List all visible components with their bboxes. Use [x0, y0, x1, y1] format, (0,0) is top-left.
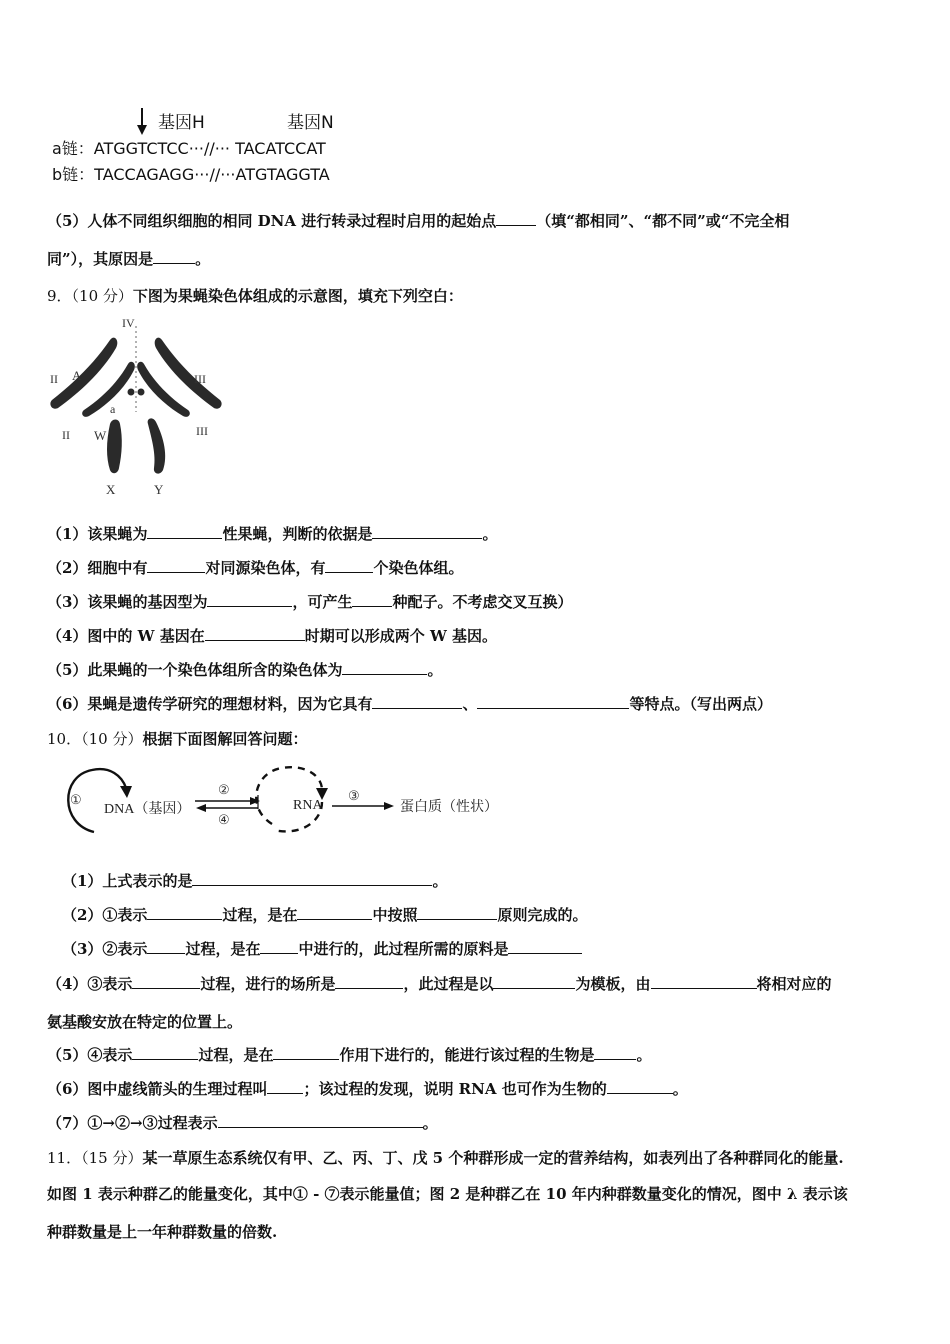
- q9-p3: （3）该果蝇的基因型为 ，可产生 种配子。不考虑交叉互换）: [47, 593, 573, 611]
- answer-blank[interactable]: [267, 1079, 303, 1094]
- q9-p5: （5）此果蝇的一个染色体组所含的染色体为 。: [47, 661, 443, 679]
- answer-blank[interactable]: [132, 974, 200, 989]
- answer-blank[interactable]: [147, 905, 222, 920]
- q11-heading: 11．（15 分）某一草原生态系统仅有甲、乙、丙、丁、戊 5 个种群形成一定的营养结构，如表列出了各种群同化的能量.: [47, 1149, 844, 1167]
- answer-blank[interactable]: [147, 939, 185, 954]
- central-dogma-diagram: [60, 762, 520, 840]
- strand-a: a链：ATGGTCTCC···//··· TACATCCAT: [52, 139, 326, 158]
- q10-p6: （6）图中虚线箭头的生理过程叫 ；该过程的发现，说明 RNA 也可作为生物的 。: [47, 1080, 688, 1098]
- label-dna-gene: DNA（基因）: [104, 802, 191, 817]
- label-y: Y: [154, 482, 164, 497]
- q10-p4: （4）③表示 过程，进行的场所是 ，此过程是以 为模板，由 将相对应的: [47, 975, 832, 993]
- label-x: X: [106, 482, 116, 497]
- q9-p4: （4）图中的 W 基因在 时期可以形成两个 W 基因。: [47, 627, 498, 645]
- answer-blank[interactable]: [147, 558, 205, 573]
- q9-p2: （2）细胞中有 对同源染色体，有 个染色体组。: [47, 559, 464, 577]
- q10-p3: （3）②表示 过程，是在 中进行的，此过程所需的原料是: [62, 939, 582, 959]
- answer-blank[interactable]: [651, 974, 757, 989]
- answer-blank[interactable]: [372, 524, 482, 539]
- label-a-lower: a: [110, 402, 116, 416]
- answer-blank[interactable]: [147, 524, 222, 539]
- q10-heading: 10．（10 分）根据下面图解回答问题：: [47, 730, 308, 748]
- q10-p2: （2）①表示 过程，是在 中按照 原则完成的。: [62, 906, 588, 924]
- strand-b: b链：TACCAGAGG···//···ATGTAGGTA: [52, 165, 330, 184]
- answer-blank[interactable]: [477, 694, 629, 709]
- q9-p1: （1）该果蝇为 性果蝇，判断的依据是 。: [47, 525, 498, 543]
- label-arrow3: ③: [348, 788, 360, 803]
- answer-blank[interactable]: [493, 974, 575, 989]
- answer-blank[interactable]: [207, 592, 292, 607]
- q10-p1: （1）上式表示的是 。: [62, 872, 448, 890]
- q11-line3: 种群数量是上一年种群数量的倍数.: [47, 1223, 278, 1241]
- answer-blank[interactable]: [607, 1079, 673, 1094]
- label-arrow4: ④: [218, 812, 230, 827]
- answer-blank[interactable]: [132, 1045, 198, 1060]
- q8-part5-line2: 同”），其原因是 。: [47, 250, 211, 268]
- label-rna: RNA: [293, 798, 323, 813]
- answer-blank[interactable]: [417, 905, 497, 920]
- answer-blank[interactable]: [153, 249, 195, 264]
- q10-p5: （5）④表示 过程，是在 作用下进行的，能进行该过程的生物是 。: [47, 1046, 652, 1064]
- answer-blank[interactable]: [273, 1045, 339, 1060]
- label-w: W: [94, 428, 107, 443]
- answer-blank[interactable]: [342, 660, 427, 675]
- gene-n-label: 基因N: [287, 113, 334, 133]
- q9-p6: （6）果蝇是遗传学研究的理想材料，因为它具有 、 等特点。（写出两点）: [47, 695, 772, 713]
- answer-blank[interactable]: [496, 211, 536, 226]
- answer-blank[interactable]: [372, 694, 462, 709]
- q9-heading: 9．（10 分）下图为果蝇染色体组成的示意图，填充下列空白：: [47, 287, 463, 305]
- answer-blank[interactable]: [260, 939, 298, 954]
- label-ii-top: II: [50, 372, 58, 386]
- answer-blank[interactable]: [325, 558, 373, 573]
- answer-blank[interactable]: [508, 939, 582, 954]
- chromosome-figure: [40, 312, 230, 502]
- label-circle1: ①: [70, 792, 82, 807]
- q10-p7: （7）①→②→③过程表示 。: [47, 1114, 438, 1132]
- label-ii-bottom: II: [62, 428, 70, 442]
- label-iv: IV: [122, 316, 135, 330]
- answer-blank[interactable]: [594, 1045, 636, 1060]
- gene-h-label: 基因H: [158, 113, 205, 133]
- down-arrow-icon: [132, 108, 152, 136]
- q11-line2: 如图 1 表示种群乙的能量变化，其中① - ⑦表示能量值；图 2 是种群乙在 10 年内种群数量变化的情况，图中 λ 表示该: [47, 1185, 848, 1203]
- answer-blank[interactable]: [352, 592, 392, 607]
- label-iii-bottom: III: [196, 424, 208, 438]
- answer-blank[interactable]: [335, 974, 403, 989]
- answer-blank[interactable]: [297, 905, 372, 920]
- q8-part5-line1: （5）人体不同组织细胞的相同 DNA 进行转录过程时启用的起始点 （填“都相同”、“都不同”或“不完全相: [47, 212, 790, 230]
- answer-blank[interactable]: [192, 871, 432, 886]
- answer-blank[interactable]: [205, 626, 305, 641]
- label-protein-trait: 蛋白质（性状）: [400, 800, 498, 815]
- label-a-upper: A: [72, 368, 82, 383]
- answer-blank[interactable]: [218, 1113, 423, 1128]
- label-iii-top: III: [194, 372, 206, 386]
- label-arrow2: ②: [218, 782, 230, 797]
- chromosome-drawing: [40, 312, 230, 502]
- q10-p4-line2: 氨基酸安放在特定的位置上。: [47, 1013, 243, 1031]
